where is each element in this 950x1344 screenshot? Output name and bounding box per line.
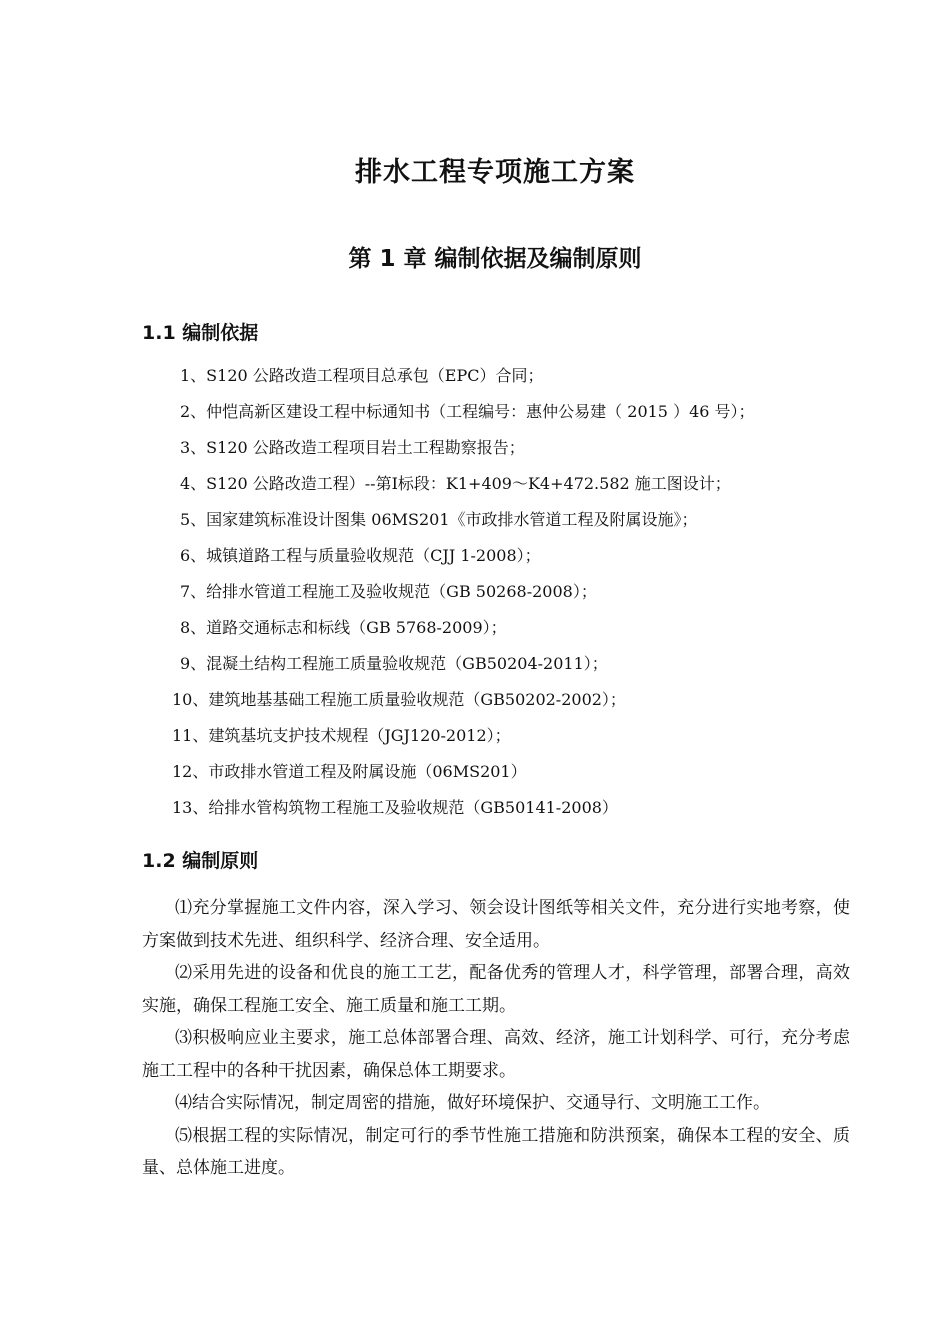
list-item: 7、给排水管道工程施工及验收规范（GB 50268-2008）； <box>180 582 597 601</box>
list-item: 13、给排水管构筑物工程施工及验收规范（GB50141-2008） <box>172 798 618 817</box>
list-item: 8、道路交通标志和标线（GB 5768-2009）； <box>180 618 507 637</box>
list-item: 3、S120 公路改造工程项目岩土工程勘察报告； <box>180 438 525 457</box>
list-item: 5、国家建筑标准设计图集 06MS201《市政排水管道工程及附属设施》； <box>180 510 698 529</box>
section-heading-principles: 1.2 编制原则 <box>142 850 259 872</box>
list-item: 12、市政排水管道工程及附属设施（06MS201） <box>172 762 527 781</box>
list-item: 4、S120 公路改造工程）--第Ⅰ标段：K1+409～K4+472.582 施工图设计； <box>180 474 731 493</box>
chapter-title: 第 1 章 编制依据及编制原则 <box>348 246 642 272</box>
principle-paragraph: ⑶积极响应业主要求，施工总体部署合理、高效、经济，施工计划科学、可行，充分考虑施工工程中的各种干扰因素，确保总体工期要求。 <box>142 1028 850 1081</box>
section-heading-basis: 1.1 编制依据 <box>142 322 259 344</box>
list-item: 9、混凝土结构工程施工质量验收规范（GB50204-2011）； <box>180 654 608 673</box>
list-item: 11、建筑基坑支护技术规程（JGJ120-2012）； <box>172 726 511 745</box>
principles-body <box>142 892 850 1185</box>
list-item: 1、S120 公路改造工程项目总承包（EPC）合同； <box>180 366 544 385</box>
list-item: 10、建筑地基基础工程施工质量验收规范（GB50202-2002）； <box>172 690 626 709</box>
document-title: 排水工程专项施工方案 <box>355 157 635 188</box>
principle-paragraph: ⑷结合实际情况，制定周密的措施，做好环境保护、交通导行、文明施工工作。 <box>175 1093 770 1113</box>
principle-paragraph: ⑵采用先进的设备和优良的施工工艺，配备优秀的管理人才，科学管理，部署合理，高效实施，确保工程施工安全、施工质量和施工工期。 <box>142 963 850 1016</box>
principle-paragraph: ⑴充分掌握施工文件内容，深入学习、领会设计图纸等相关文件，充分进行实地考察，使方案做到技术先进、组织科学、经济合理、安全适用。 <box>142 898 850 951</box>
principle-paragraph: ⑸根据工程的实际情况，制定可行的季节性施工措施和防洪预案，确保本工程的安全、质量、总体施工进度。 <box>142 1125 850 1178</box>
list-item: 2、仲恺高新区建设工程中标通知书（工程编号：惠仲公易建（ 2015 ）46 号）； <box>180 402 755 421</box>
list-item: 6、城镇道路工程与质量验收规范（CJJ 1-2008）； <box>180 546 541 565</box>
